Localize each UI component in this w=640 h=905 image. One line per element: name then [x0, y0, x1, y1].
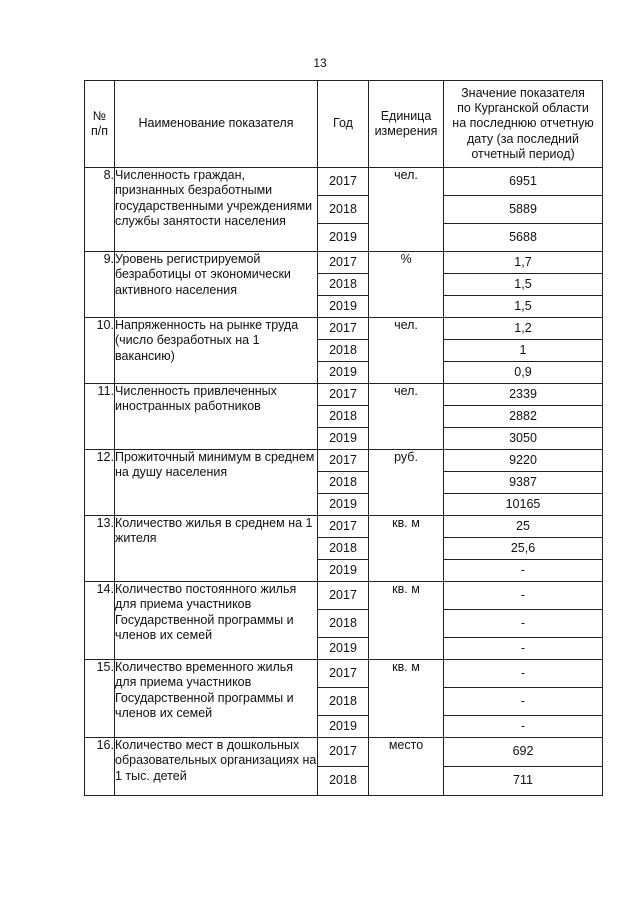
indicator-name: Уровень регистрируемой безработицы от экономически активного населения — [115, 252, 318, 318]
year-cell: 2017 — [318, 252, 369, 274]
indicator-name: Количество жилья в среднем на 1 жителя — [115, 516, 318, 582]
header-year: Год — [318, 81, 369, 168]
header-unit: Единица измерения — [369, 81, 444, 168]
value-cell: 9220 — [444, 450, 603, 472]
value-cell: 692 — [444, 738, 603, 767]
row-number: 16. — [85, 738, 115, 796]
table-row — [85, 450, 603, 472]
year-cell: 2017 — [318, 582, 369, 610]
year-cell: 2017 — [318, 738, 369, 767]
value-cell: - — [444, 638, 603, 660]
year-cell: 2018 — [318, 340, 369, 362]
value-cell: 5889 — [444, 196, 603, 224]
year-cell: 2018 — [318, 767, 369, 796]
row-number: 10. — [85, 318, 115, 384]
year-cell: 2018 — [318, 406, 369, 428]
value-cell: 25,6 — [444, 538, 603, 560]
year-cell: 2019 — [318, 638, 369, 660]
table-row — [85, 582, 603, 610]
year-cell: 2019 — [318, 224, 369, 252]
indicator-name: Численность граждан, признанных безработными государственными учреждениями службы занятости населения — [115, 168, 318, 252]
indicators-table — [84, 80, 603, 796]
header-value: Значение показателя по Курганской области на последнюю отчетную дату (за последний отчетный период) — [444, 81, 603, 168]
unit-cell: руб. — [369, 450, 444, 516]
value-cell: 2882 — [444, 406, 603, 428]
unit-cell: чел. — [369, 384, 444, 450]
row-number: 9. — [85, 252, 115, 318]
value-cell: 10165 — [444, 494, 603, 516]
value-cell: 6951 — [444, 168, 603, 196]
row-number: 15. — [85, 660, 115, 738]
unit-cell: чел. — [369, 318, 444, 384]
year-cell: 2017 — [318, 318, 369, 340]
value-cell: 1,7 — [444, 252, 603, 274]
indicator-name: Количество постоянного жилья для приема участников Государственной программы и членов их семей — [115, 582, 318, 660]
header-name: Наименование показателя — [115, 81, 318, 168]
unit-cell: % — [369, 252, 444, 318]
indicator-name: Количество временного жилья для приема участников Государственной программы и членов их семей — [115, 660, 318, 738]
year-cell: 2018 — [318, 196, 369, 224]
year-cell: 2019 — [318, 716, 369, 738]
table-row — [85, 252, 603, 274]
table-row — [85, 738, 603, 767]
indicator-name: Напряженность на рынке труда (число безработных на 1 вакансию) — [115, 318, 318, 384]
value-cell: - — [444, 688, 603, 716]
year-cell: 2019 — [318, 494, 369, 516]
value-cell: - — [444, 716, 603, 738]
value-cell: - — [444, 560, 603, 582]
table-row — [85, 384, 603, 406]
value-cell: 9387 — [444, 472, 603, 494]
value-cell: 2339 — [444, 384, 603, 406]
value-cell: 1,5 — [444, 296, 603, 318]
year-cell: 2019 — [318, 296, 369, 318]
year-cell: 2017 — [318, 168, 369, 196]
table-row — [85, 168, 603, 196]
table-row — [85, 660, 603, 688]
value-cell: 1,5 — [444, 274, 603, 296]
year-cell: 2018 — [318, 688, 369, 716]
year-cell: 2018 — [318, 538, 369, 560]
value-cell: 5688 — [444, 224, 603, 252]
year-cell: 2017 — [318, 516, 369, 538]
indicator-name: Численность привлеченных иностранных работников — [115, 384, 318, 450]
value-cell: 1,2 — [444, 318, 603, 340]
table-row — [85, 516, 603, 538]
unit-cell: чел. — [369, 168, 444, 252]
unit-cell: кв. м — [369, 582, 444, 660]
indicator-name: Количество мест в дошкольных образовательных организациях на 1 тыс. детей — [115, 738, 318, 796]
row-number: 13. — [85, 516, 115, 582]
value-cell: 25 — [444, 516, 603, 538]
year-cell: 2017 — [318, 660, 369, 688]
year-cell: 2017 — [318, 384, 369, 406]
year-cell: 2017 — [318, 450, 369, 472]
row-number: 11. — [85, 384, 115, 450]
year-cell: 2019 — [318, 428, 369, 450]
value-cell: - — [444, 660, 603, 688]
value-cell: 711 — [444, 767, 603, 796]
value-cell: 0,9 — [444, 362, 603, 384]
row-number: 14. — [85, 582, 115, 660]
value-cell: 1 — [444, 340, 603, 362]
year-cell: 2018 — [318, 472, 369, 494]
table-body — [85, 168, 603, 796]
table-row — [85, 318, 603, 340]
unit-cell: место — [369, 738, 444, 796]
indicator-name: Прожиточный минимум в среднем на душу населения — [115, 450, 318, 516]
page-number: 13 — [313, 56, 327, 70]
year-cell: 2018 — [318, 610, 369, 638]
unit-cell: кв. м — [369, 516, 444, 582]
table-header-row — [85, 81, 603, 168]
row-number: 8. — [85, 168, 115, 252]
year-cell: 2019 — [318, 362, 369, 384]
year-cell: 2019 — [318, 560, 369, 582]
value-cell: - — [444, 582, 603, 610]
row-number: 12. — [85, 450, 115, 516]
header-num: № п/п — [85, 81, 115, 168]
value-cell: 3050 — [444, 428, 603, 450]
unit-cell: кв. м — [369, 660, 444, 738]
year-cell: 2018 — [318, 274, 369, 296]
value-cell: - — [444, 610, 603, 638]
